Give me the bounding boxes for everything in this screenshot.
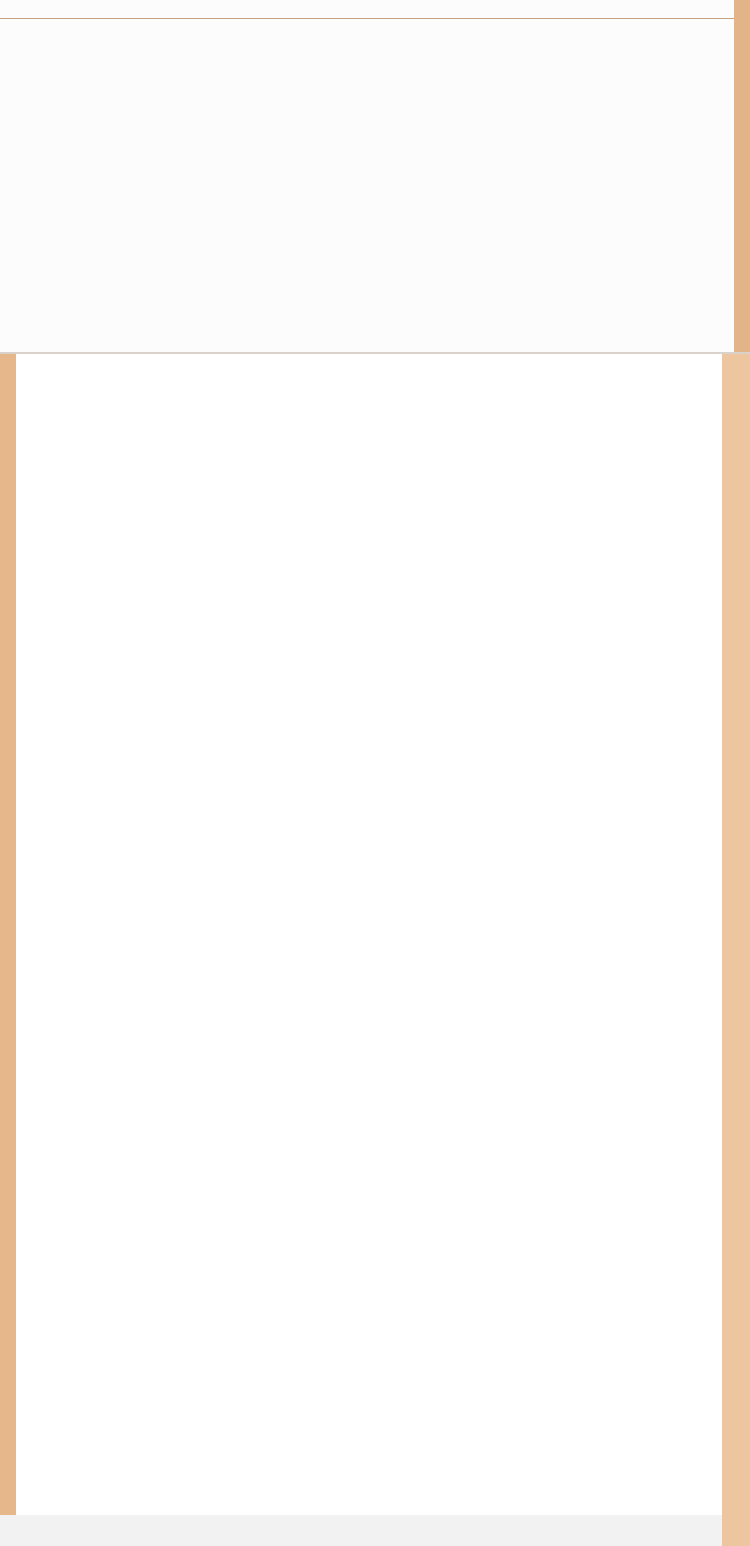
chapter-header: [80, 0, 114, 18]
page-edge-left: [0, 354, 16, 1546]
page-edge-right: [722, 354, 750, 1546]
page-bottom-shade: [0, 1515, 722, 1546]
bottom-page: [16, 354, 722, 1546]
page-edge: [734, 0, 750, 352]
header-rule: [0, 18, 734, 19]
top-page: [0, 0, 734, 352]
